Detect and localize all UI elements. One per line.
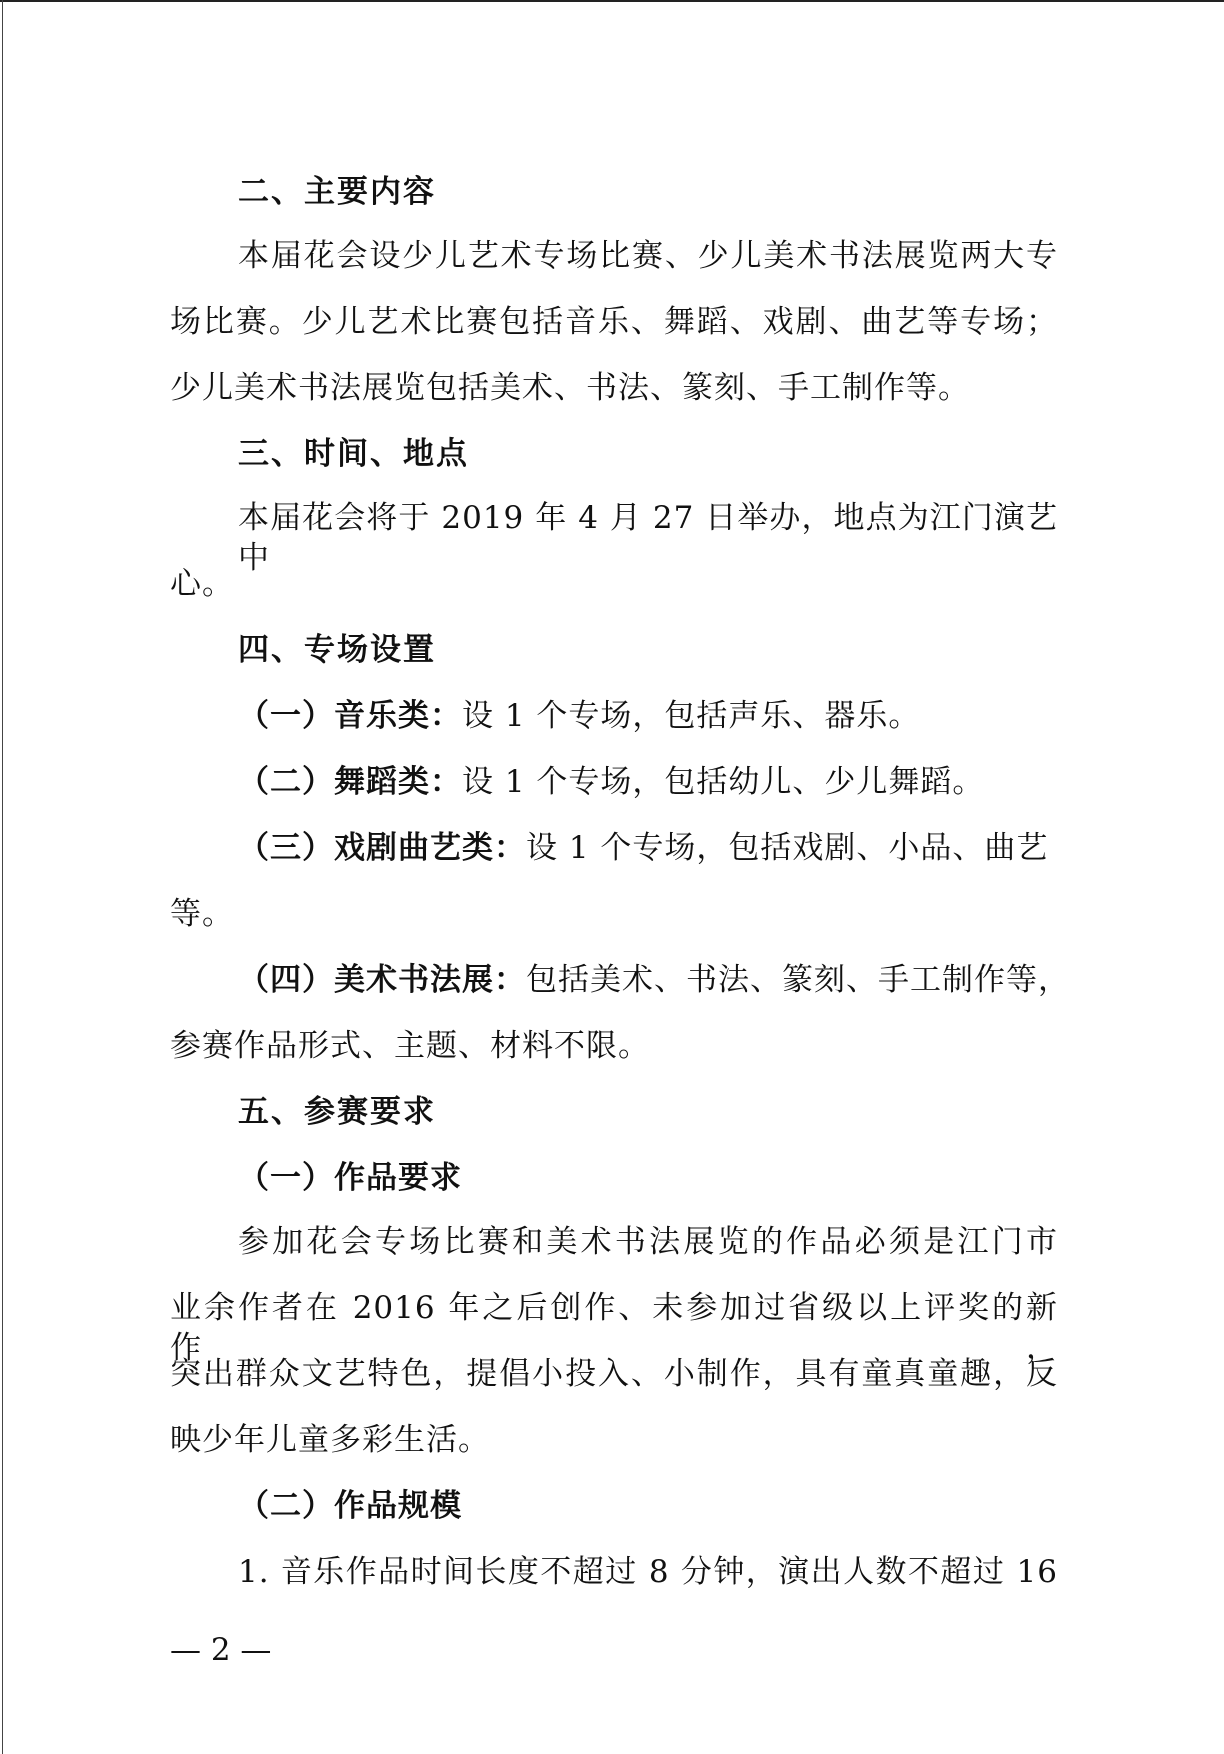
paragraph-line: 参加花会专场比赛和美术书法展览的作品必须是江门市 [238,1224,1058,1260]
section-heading-time-place: 三、时间、地点 [238,436,469,472]
paragraph-line: 少儿美术书法展览包括美术、书法、篆刻、手工制作等。 [170,370,970,406]
list-item [238,960,1070,1000]
list-item [238,762,984,802]
subsection-heading-work-scale: （二）作品规模 [238,1488,462,1524]
paragraph-line: 1. 音乐作品时间长度不超过 8 分钟，演出人数不超过 16 [238,1554,1058,1590]
item-label: （三）戏剧曲艺类： [238,830,526,866]
item-text: 设 1 个专场，包括幼儿、少儿舞蹈。 [462,764,985,800]
section-heading-main-content: 二、主要内容 [238,174,436,210]
page-edge-left [2,0,3,1754]
list-item [238,696,920,736]
subsection-heading-work-requirements: （一）作品要求 [238,1160,462,1196]
list-item-continuation: 参赛作品形式、主题、材料不限。 [170,1028,650,1064]
item-text: 设 1 个专场，包括声乐、器乐。 [462,698,921,734]
list-item [238,828,1048,868]
item-text: 包括美术、书法、篆刻、手工制作等， [526,962,1070,998]
paragraph-line: 映少年儿童多彩生活。 [170,1422,490,1458]
page-edge-top [0,0,1224,2]
item-label: （一）音乐类： [238,698,462,734]
paragraph-line: 突出群众文艺特色，提倡小投入、小制作，具有童真童趣，反 [170,1356,1058,1392]
paragraph-line: 业余作者在 2016 年之后创作、未参加过省级以上评奖的新作， [170,1290,1058,1366]
paragraph-line: 场比赛。少儿艺术比赛包括音乐、舞蹈、戏剧、曲艺等专场； [170,304,1058,340]
paragraph-line: 心。 [170,566,234,602]
paragraph-line: 本届花会设少儿艺术专场比赛、少儿美术书法展览两大专 [238,238,1058,274]
section-heading-session-setup: 四、专场设置 [238,632,436,668]
paragraph-line: 本届花会将于 2019 年 4 月 27 日举办，地点为江门演艺中 [238,500,1058,576]
item-label: （二）舞蹈类： [238,764,462,800]
list-item-continuation: 等。 [170,896,234,932]
section-heading-requirements: 五、参赛要求 [238,1094,436,1130]
item-label: （四）美术书法展： [238,962,526,998]
item-text: 设 1 个专场，包括戏剧、小品、曲艺 [526,830,1049,866]
page-number: — 2 — [170,1632,272,1668]
